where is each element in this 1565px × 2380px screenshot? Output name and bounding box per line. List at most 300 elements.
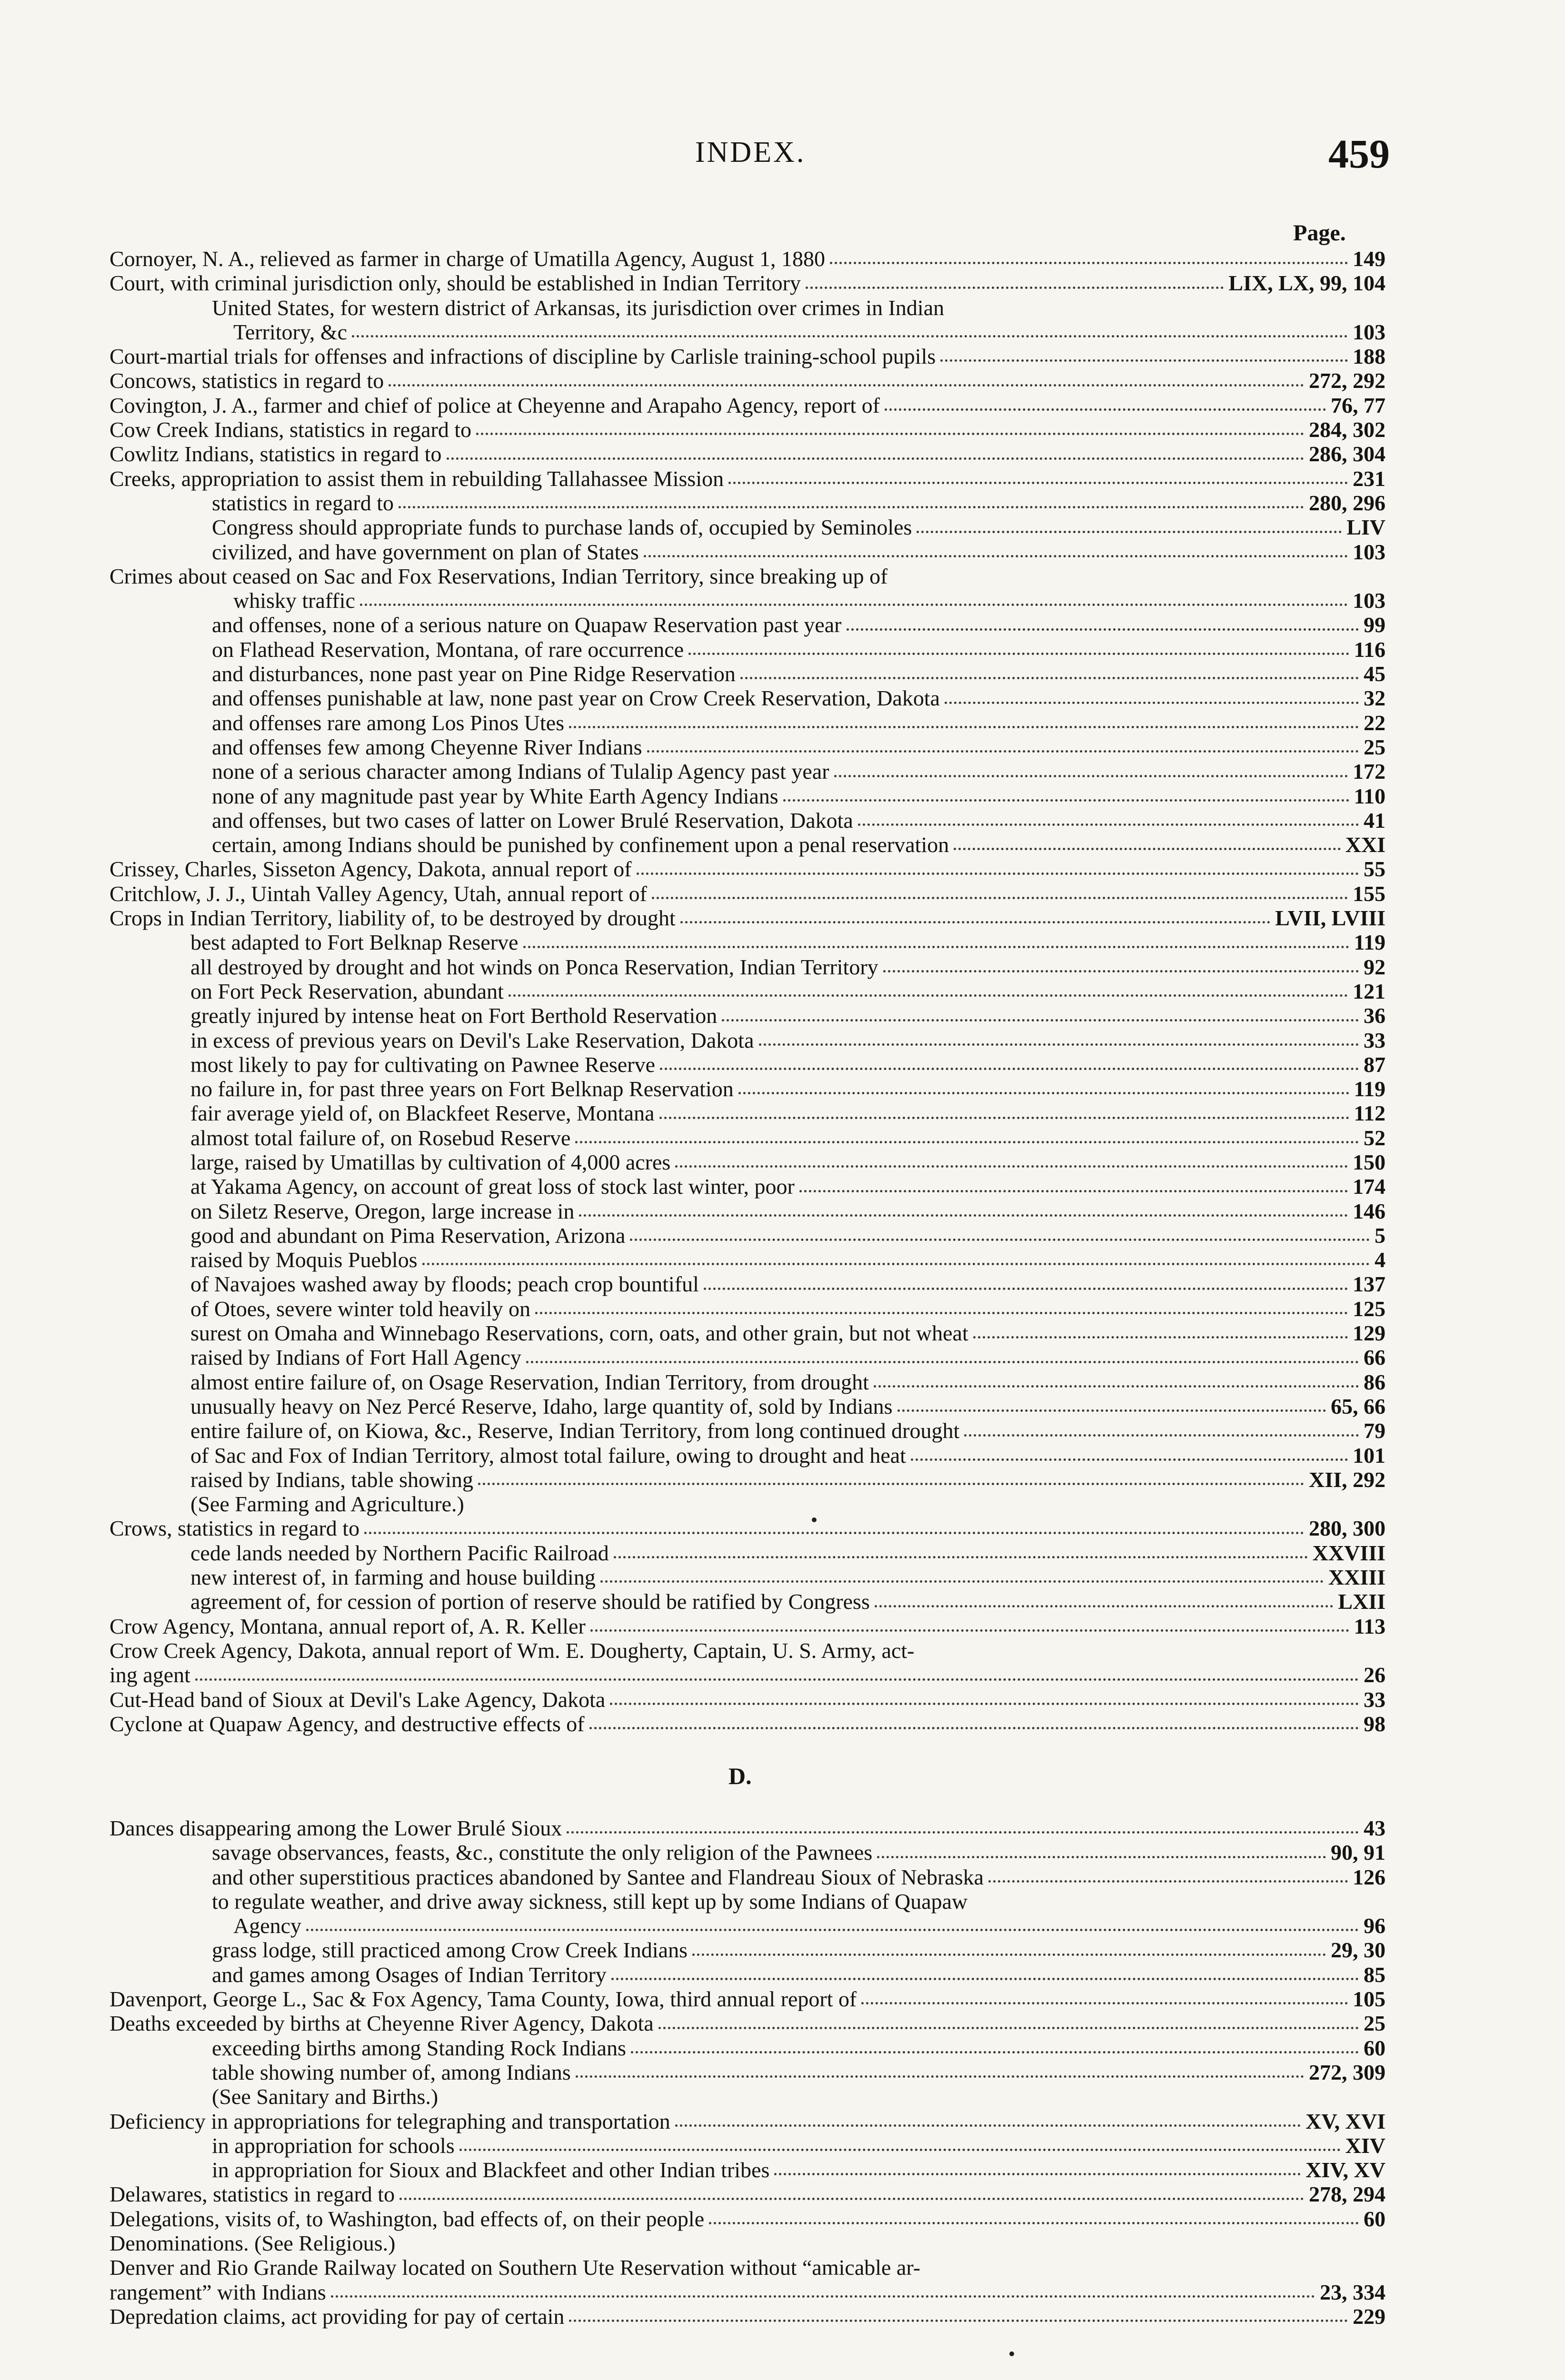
index-entry-pages: XIV [1345, 2133, 1386, 2158]
index-entry [110, 759, 1386, 783]
index-entry-pages: 25 [1364, 734, 1386, 759]
dot-leader [675, 2124, 1301, 2127]
index-entry [110, 588, 1386, 613]
index-entry-text: raised by Indians, table showing [190, 1467, 474, 1492]
index-entry-pages: XXVIII [1312, 1540, 1386, 1565]
index-entry-text: new interest of, in farming and house building [190, 1565, 596, 1590]
index-entry-pages: 231 [1353, 466, 1386, 491]
index-entry [110, 271, 1386, 295]
index-entry-pages: 105 [1353, 1987, 1386, 2012]
index-entry-text: Denver and Rio Grande Railway located on Southern Ute Reservation without “amicable ar- [110, 2255, 921, 2280]
index-entry [110, 2060, 1386, 2084]
index-entry [110, 808, 1386, 833]
index-entry-pages: 25 [1364, 2011, 1386, 2036]
index-entry [110, 1840, 1386, 1864]
index-entry-pages: 4 [1375, 1248, 1386, 1272]
index-entry [110, 393, 1386, 417]
dot-leader [875, 1605, 1333, 1607]
dot-leader [885, 408, 1326, 411]
index-entry-text: raised by Indians of Fort Hall Agency [190, 1345, 521, 1370]
index-entry [110, 247, 1386, 271]
index-entry-text: in appropriation for schools [212, 2133, 455, 2158]
dot-leader [459, 2148, 1341, 2151]
index-entry [110, 735, 1386, 759]
index-entry-pages: 119 [1354, 1077, 1386, 1101]
dot-leader [422, 1262, 1370, 1265]
index-entry-pages: 79 [1364, 1418, 1386, 1443]
index-entry [110, 417, 1386, 442]
index-entry-pages: 280, 300 [1309, 1516, 1386, 1541]
index-entry-pages: 90, 91 [1331, 1840, 1386, 1865]
index-entry-text: and other superstitious practices abandoned by Santee and Flandreau Sioux of Nebraska [212, 1864, 984, 1889]
index-entry [110, 1816, 1386, 1840]
index-entry-pages: 92 [1364, 954, 1386, 979]
index-entry-pages: 278, 294 [1309, 2182, 1386, 2207]
index-entry-pages: 125 [1353, 1296, 1386, 1321]
page-number: 459 [1328, 131, 1390, 177]
index-entry [110, 979, 1386, 1003]
index-entry-pages: LIV [1346, 515, 1386, 540]
index-entry-text: Crimes about ceased on Sac and Fox Reservations, Indian Territory, since breaking up of [110, 564, 888, 588]
index-entry-pages: 146 [1353, 1199, 1386, 1223]
index-entry [110, 1492, 1386, 1516]
dot-leader [399, 2197, 1304, 2200]
dot-leader [647, 750, 1359, 753]
index-entry [110, 1199, 1386, 1223]
index-entry-text: on Flathead Reservation, Montana, of rare occurrence [212, 637, 684, 662]
dot-leader [352, 335, 1348, 337]
index-entry-pages: 55 [1364, 857, 1386, 882]
dot-leader [858, 823, 1359, 826]
index-entry [110, 442, 1386, 466]
index-entry-pages: 174 [1353, 1174, 1386, 1199]
index-entry-pages: XV, XVI [1306, 2109, 1386, 2133]
dot-leader [652, 896, 1348, 899]
dot-leader [600, 1580, 1324, 1583]
index-entry [110, 466, 1386, 491]
dot-leader [637, 872, 1359, 875]
dot-leader [526, 1360, 1359, 1363]
index-entry-pages: 126 [1353, 1864, 1386, 1889]
dot-leader [389, 384, 1304, 387]
index-entry-pages: 32 [1364, 686, 1386, 711]
index-entry-pages: 26 [1364, 1663, 1386, 1687]
dot-leader [692, 1953, 1326, 1956]
index-entry-text: of Sac and Fox of Indian Territory, almost total failure, owing to drought and heat [190, 1443, 906, 1468]
dot-leader [675, 1165, 1348, 1168]
dot-leader [940, 359, 1348, 362]
index-entry-text: Denominations. (See Religious.) [110, 2231, 396, 2256]
index-entry-pages: 33 [1364, 1028, 1386, 1052]
index-entry-pages: 45 [1364, 662, 1386, 686]
section-letter-d: D. [728, 1763, 752, 1789]
index-entry-pages: 101 [1353, 1443, 1386, 1468]
index-entry [110, 906, 1386, 930]
index-entry-pages: 137 [1353, 1272, 1386, 1297]
dot-leader [973, 1336, 1348, 1339]
dot-leader [590, 1629, 1349, 1632]
index-entry-pages: 52 [1364, 1125, 1386, 1150]
dot-leader [631, 2051, 1359, 2053]
dot-leader [476, 432, 1304, 435]
index-entry [110, 2255, 1386, 2280]
index-entry [110, 1663, 1386, 1687]
index-entry-pages: 85 [1364, 1962, 1386, 1987]
index-entry-text: unusually heavy on Nez Percé Reserve, Idaho, large quantity of, sold by Indians [190, 1394, 893, 1418]
index-entry-text: no failure in, for past three years on Fort Belknap Reservation [190, 1077, 734, 1101]
index-entry [110, 2304, 1386, 2329]
index-entry-text: raised by Moquis Pueblos [190, 1248, 418, 1272]
index-entry-text: Deficiency in appropriations for telegraphing and transportation [110, 2109, 670, 2133]
index-entry-pages: 36 [1364, 1003, 1386, 1028]
index-entry-text: rangement” with Indians [110, 2280, 326, 2304]
index-entry-text: and offenses, none of a serious nature on Quapaw Reservation past year [212, 613, 842, 637]
index-entry [110, 1865, 1386, 1889]
index-entry [110, 1516, 1386, 1540]
dot-leader [783, 799, 1349, 802]
index-entry-pages: 229 [1353, 2304, 1386, 2329]
index-entry-text: agreement of, for cession of portion of reserve should be ratified by Congress [190, 1589, 870, 1614]
index-entry-pages: LIX, LX, 99, 104 [1228, 271, 1386, 296]
index-entry-text: Davenport, George L., Sac & Fox Agency, Tama County, Iowa, third annual report of [110, 1987, 857, 2012]
index-entry-pages: 5 [1375, 1223, 1386, 1248]
index-entry-pages: 149 [1353, 247, 1386, 271]
index-entry-text: statistics in regard to [212, 490, 394, 515]
index-entry [110, 930, 1386, 954]
index-entry [110, 1914, 1386, 1938]
dot-leader [614, 1556, 1308, 1558]
dot-leader [988, 1880, 1348, 1883]
index-entry-pages: 23, 334 [1320, 2280, 1386, 2304]
index-entry [110, 1565, 1386, 1589]
index-entry-text: ing agent [110, 1663, 190, 1687]
index-entry-text: Court-martial trials for offenses and infractions of discipline by Carlisle training-school pupils [110, 344, 936, 369]
index-entry-text: certain, among Indians should be punished by confinement upon a penal reservation [212, 833, 949, 857]
dot-leader [658, 2026, 1359, 2029]
dot-leader [861, 2002, 1348, 2004]
index-entry-pages: 86 [1364, 1369, 1386, 1394]
index-entry-pages: 150 [1353, 1150, 1386, 1174]
index-entry-text: on Siletz Reserve, Oregon, large increase in [190, 1199, 575, 1223]
index-entry-text: Congress should appropriate funds to purchase lands of, occupied by Seminoles [212, 515, 912, 540]
index-entry [110, 1443, 1386, 1468]
index-entry-pages: 43 [1364, 1816, 1386, 1840]
index-entry-text: good and abundant on Pima Reservation, Arizona [190, 1223, 626, 1248]
index-entry [110, 613, 1386, 637]
index-entry [110, 1052, 1386, 1077]
index-entry-text: none of a serious character among Indians of Tulalip Agency past year [212, 759, 829, 784]
index-entry [110, 1687, 1386, 1712]
index-entry [110, 2109, 1386, 2133]
dot-leader [740, 676, 1359, 679]
index-entry-pages: 60 [1364, 2035, 1386, 2060]
index-entry-pages: 188 [1353, 344, 1386, 369]
index-entry [110, 1638, 1386, 1663]
index-entry [110, 1889, 1386, 1914]
dot-leader [945, 701, 1359, 704]
index-entry [110, 368, 1386, 393]
dot-leader [799, 1190, 1348, 1192]
page-column-label: Page. [1293, 220, 1346, 246]
dot-leader [847, 628, 1359, 631]
dot-leader [331, 2295, 1315, 2298]
index-entry [110, 1003, 1386, 1028]
index-entry-pages: 155 [1353, 881, 1386, 906]
dot-leader [759, 1043, 1359, 1046]
index-entry [110, 2036, 1386, 2060]
index-entry-text: fair average yield of, on Blackfeet Reserve, Montana [190, 1101, 655, 1126]
dot-leader [569, 725, 1359, 728]
dot-leader [964, 1434, 1359, 1437]
index-entry [110, 1589, 1386, 1614]
index-entry-text: Deaths exceeded by births at Cheyenne River Agency, Dakota [110, 2011, 654, 2036]
index-entry-text: civilized, and have government on plan of States [212, 539, 639, 564]
index-entry [110, 1541, 1386, 1565]
index-entry-text: Creeks, appropriation to assist them in rebuilding Tallahassee Mission [110, 466, 724, 491]
index-entry-pages: 29, 30 [1331, 1938, 1386, 1963]
index-entry [110, 2182, 1386, 2206]
index-entry-text: Crows, statistics in regard to [110, 1516, 360, 1541]
index-entry-pages: LXII [1338, 1589, 1386, 1614]
print-speck [812, 1517, 817, 1522]
index-entry [110, 1248, 1386, 1272]
index-entry [110, 1126, 1386, 1150]
dot-leader [195, 1678, 1359, 1681]
index-entry [110, 2158, 1386, 2182]
index-entry [110, 1394, 1386, 1418]
index-entry-text: on Fort Peck Reservation, abundant [190, 979, 504, 1003]
index-entry-text: best adapted to Fort Belknap Reserve [190, 930, 518, 955]
index-entry [110, 1028, 1386, 1052]
index-entry-pages: 96 [1364, 1914, 1386, 1938]
index-entry-pages: 272, 292 [1309, 368, 1386, 393]
index-entry-text: (See Farming and Agriculture.) [190, 1492, 464, 1517]
index-entry-text: Depredation claims, act providing for pay of certain [110, 2304, 565, 2329]
index-entry-pages: 65, 66 [1331, 1394, 1386, 1418]
index-entry-text: table showing number of, among Indians [212, 2060, 571, 2084]
index-entry-text: surest on Omaha and Winnebago Reservations, corn, oats, and other grain, but not wheat [190, 1321, 968, 1346]
index-entry-text: Crow Creek Agency, Dakota, annual report of Wm. E. Dougherty, Captain, U. S. Army, act- [110, 1638, 915, 1663]
index-entry-text: whisky traffic [233, 588, 355, 613]
index-entry [110, 2207, 1386, 2231]
index-entry-pages: 286, 304 [1309, 442, 1386, 466]
index-entry [110, 1150, 1386, 1174]
index-entry-pages: XXIII [1328, 1565, 1386, 1590]
index-entry-text: Cut-Head band of Sioux at Devil's Lake Agency, Dakota [110, 1687, 606, 1712]
index-entry [110, 1987, 1386, 2011]
index-entry-text: Dances disappearing among the Lower Brulé Sioux [110, 1816, 562, 1840]
index-entry [110, 296, 1386, 320]
dot-leader [722, 1019, 1359, 1021]
index-entry-text: (See Sanitary and Births.) [212, 2084, 439, 2109]
index-entry-text: Delegations, visits of, to Washington, bad effects of, on their people [110, 2206, 705, 2231]
index-entry-pages: 129 [1353, 1321, 1386, 1346]
dot-leader [535, 1311, 1348, 1314]
index-entry [110, 662, 1386, 686]
index-entry-pages: 87 [1364, 1052, 1386, 1077]
index-entry-pages: 103 [1353, 319, 1386, 344]
dot-leader [774, 2172, 1301, 2175]
dot-leader [400, 2248, 1381, 2249]
index-entry-text: Delawares, statistics in regard to [110, 2182, 395, 2207]
index-entry-text: Concows, statistics in regard to [110, 368, 384, 393]
index-entry [110, 1297, 1386, 1321]
index-entry-text: and offenses punishable at law, none past year on Crow Creek Reservation, Dakota [212, 686, 940, 711]
index-entry [110, 1321, 1386, 1345]
dot-leader [738, 1091, 1349, 1094]
dot-leader [575, 1140, 1359, 1143]
index-entry [110, 686, 1386, 710]
dot-leader [576, 2075, 1304, 2078]
dot-leader [728, 481, 1348, 484]
dot-leader [610, 1702, 1359, 1705]
dot-leader [567, 1831, 1359, 1834]
index-entry [110, 1272, 1386, 1296]
index-entry-text: Agency [233, 1914, 302, 1938]
index-entry-text: of Navajoes washed away by floods; peach crop bountiful [190, 1272, 699, 1297]
index-entry [110, 320, 1386, 344]
index-entry-text: and games among Osages of Indian Territory [212, 1962, 607, 1987]
dot-leader [972, 1906, 1381, 1907]
index-section-d [110, 1816, 1386, 2329]
index-entry-text: Crissey, Charles, Sisseton Agency, Dakota, annual report of [110, 857, 632, 882]
dot-leader [834, 774, 1348, 777]
index-entry-text: and offenses, but two cases of latter on Lower Brulé Reservation, Dakota [212, 808, 853, 833]
index-entry [110, 1370, 1386, 1394]
index-entry-pages: XII, 292 [1308, 1467, 1386, 1492]
index-entry-text: exceeding births among Standing Rock Indians [212, 2035, 627, 2060]
index-entry-pages: 99 [1364, 613, 1386, 637]
index-entry [110, 1077, 1386, 1101]
index-entry-text: Covington, J. A., farmer and chief of police at Cheyenne and Arapaho Agency, report of [110, 393, 880, 417]
index-entry-pages: 119 [1354, 930, 1386, 955]
index-entry-text: United States, for western district of Arkansas, its jurisdiction over crimes in Indian [212, 295, 945, 320]
index-entry-pages: 116 [1354, 637, 1386, 662]
index-entry [110, 784, 1386, 808]
index-entry-text: all destroyed by drought and hot winds on Ponca Reservation, Indian Territory [190, 954, 878, 979]
index-entry-pages: 66 [1364, 1345, 1386, 1370]
dot-leader [523, 945, 1349, 948]
index-entry [110, 1174, 1386, 1199]
index-entry-text: grass lodge, still practiced among Crow Creek Indians [212, 1938, 688, 1963]
index-entry-pages: 41 [1364, 808, 1386, 833]
dot-leader [911, 1458, 1348, 1461]
index-entry-text: Territory, &c [233, 319, 348, 344]
index-entry [110, 1712, 1386, 1736]
index-entry-text: Crops in Indian Territory, liability of, to be destroyed by drought [110, 906, 676, 931]
dot-leader [611, 1977, 1359, 1980]
index-entry-text: large, raised by Umatillas by cultivation of 4,000 acres [190, 1150, 671, 1174]
index-entry-pages: 284, 302 [1309, 417, 1386, 442]
index-entry [110, 882, 1386, 906]
index-entry [110, 637, 1386, 662]
dot-leader [569, 2319, 1348, 2322]
index-entry [110, 344, 1386, 368]
dot-leader [364, 1531, 1304, 1534]
index-entry-text: Critchlow, J. J., Uintah Valley Agency, Utah, annual report of [110, 881, 647, 906]
index-entry-text: almost entire failure of, on Osage Reservation, Indian Territory, from drought [190, 1369, 869, 1394]
index-entry [110, 1938, 1386, 1962]
dot-leader [709, 2221, 1359, 2224]
index-entry [110, 857, 1386, 881]
index-entry-text: almost total failure of, on Rosebud Reserve [190, 1125, 571, 1150]
dot-leader [660, 1067, 1359, 1070]
index-entry-text: savage observances, feasts, &c., constitute the only religion of the Pawnees [212, 1840, 873, 1865]
index-entry-text: greatly injured by intense heat on Fort Berthold Reservation [190, 1003, 718, 1028]
index-entry [110, 711, 1386, 735]
dot-leader [874, 1385, 1359, 1388]
index-entry-pages: XXI [1345, 833, 1386, 857]
dot-leader [508, 994, 1348, 997]
index-entry-pages: 76, 77 [1331, 393, 1386, 417]
index-entry-text: and offenses few among Cheyenne River Indians [212, 734, 642, 759]
index-entry [110, 2084, 1386, 2109]
index-entry-text: and disturbances, none past year on Pine Ridge Reservation [212, 662, 736, 686]
index-entry-pages: LVII, LVIII [1275, 906, 1386, 931]
index-entry [110, 1963, 1386, 1987]
index-entry [110, 2280, 1386, 2304]
dot-leader [897, 1409, 1326, 1412]
index-entry-text: Cyclone at Quapaw Agency, and destructive effects of [110, 1711, 585, 1736]
index-entry-pages: 272, 309 [1309, 2060, 1386, 2084]
index-entry-pages: 172 [1353, 759, 1386, 784]
index-entry-text: Cornoyer, N. A., relieved as farmer in charge of Umatilla Agency, August 1, 1880 [110, 247, 825, 271]
index-entry-text: of Otoes, severe winter told heavily on [190, 1296, 531, 1321]
index-entry [110, 1223, 1386, 1248]
dot-leader [806, 286, 1224, 289]
index-section-c [110, 247, 1386, 1736]
dot-leader [579, 1214, 1348, 1217]
index-entry [110, 2133, 1386, 2158]
page-header [0, 131, 1565, 183]
dot-leader [954, 847, 1340, 850]
index-entry [110, 2011, 1386, 2035]
dot-leader [399, 506, 1304, 508]
index-entry-text: to regulate weather, and drive away sickness, still kept up by some Indians of Quapaw [212, 1889, 968, 1914]
dot-leader [630, 1238, 1370, 1241]
dot-leader [830, 261, 1348, 264]
dot-leader [883, 970, 1359, 972]
index-entry-text: Court, with criminal jurisdiction only, should be established in Indian Territory [110, 271, 801, 296]
index-entry [110, 540, 1386, 564]
index-entry-text: cede lands needed by Northern Pacific Railroad [190, 1540, 609, 1565]
dot-leader [478, 1482, 1304, 1485]
index-entry [110, 1101, 1386, 1125]
index-entry [110, 564, 1386, 588]
index-entry-pages: 33 [1364, 1687, 1386, 1712]
index-entry [110, 515, 1386, 539]
dot-leader [688, 652, 1349, 655]
index-entry [110, 955, 1386, 979]
index-entry-text: entire failure of, on Kiowa, &c., Reserve, Indian Territory, from long continued drought [190, 1418, 960, 1443]
index-entry-text: none of any magnitude past year by White Earth Agency Indians [212, 783, 778, 808]
dot-leader [589, 1726, 1359, 1729]
index-entry [110, 833, 1386, 857]
index-entry [110, 491, 1386, 515]
print-speck [1009, 2351, 1014, 2356]
index-entry-text: most likely to pay for cultivating on Pawnee Reserve [190, 1052, 655, 1077]
dot-leader [659, 1116, 1349, 1119]
index-entry-text: and offenses rare among Los Pinos Utes [212, 710, 565, 735]
index-entry-text: Crow Agency, Montana, annual report of, A. R. Keller [110, 1614, 586, 1638]
index-entry-pages: 22 [1364, 710, 1386, 735]
index-entry-text: at Yakama Agency, on account of great loss of stock last winter, poor [190, 1174, 795, 1199]
dot-leader [892, 581, 1381, 582]
dot-leader [917, 530, 1342, 533]
index-entry-pages: XIV, XV [1306, 2158, 1386, 2182]
index-entry [110, 1418, 1386, 1443]
index-entry [110, 1614, 1386, 1638]
